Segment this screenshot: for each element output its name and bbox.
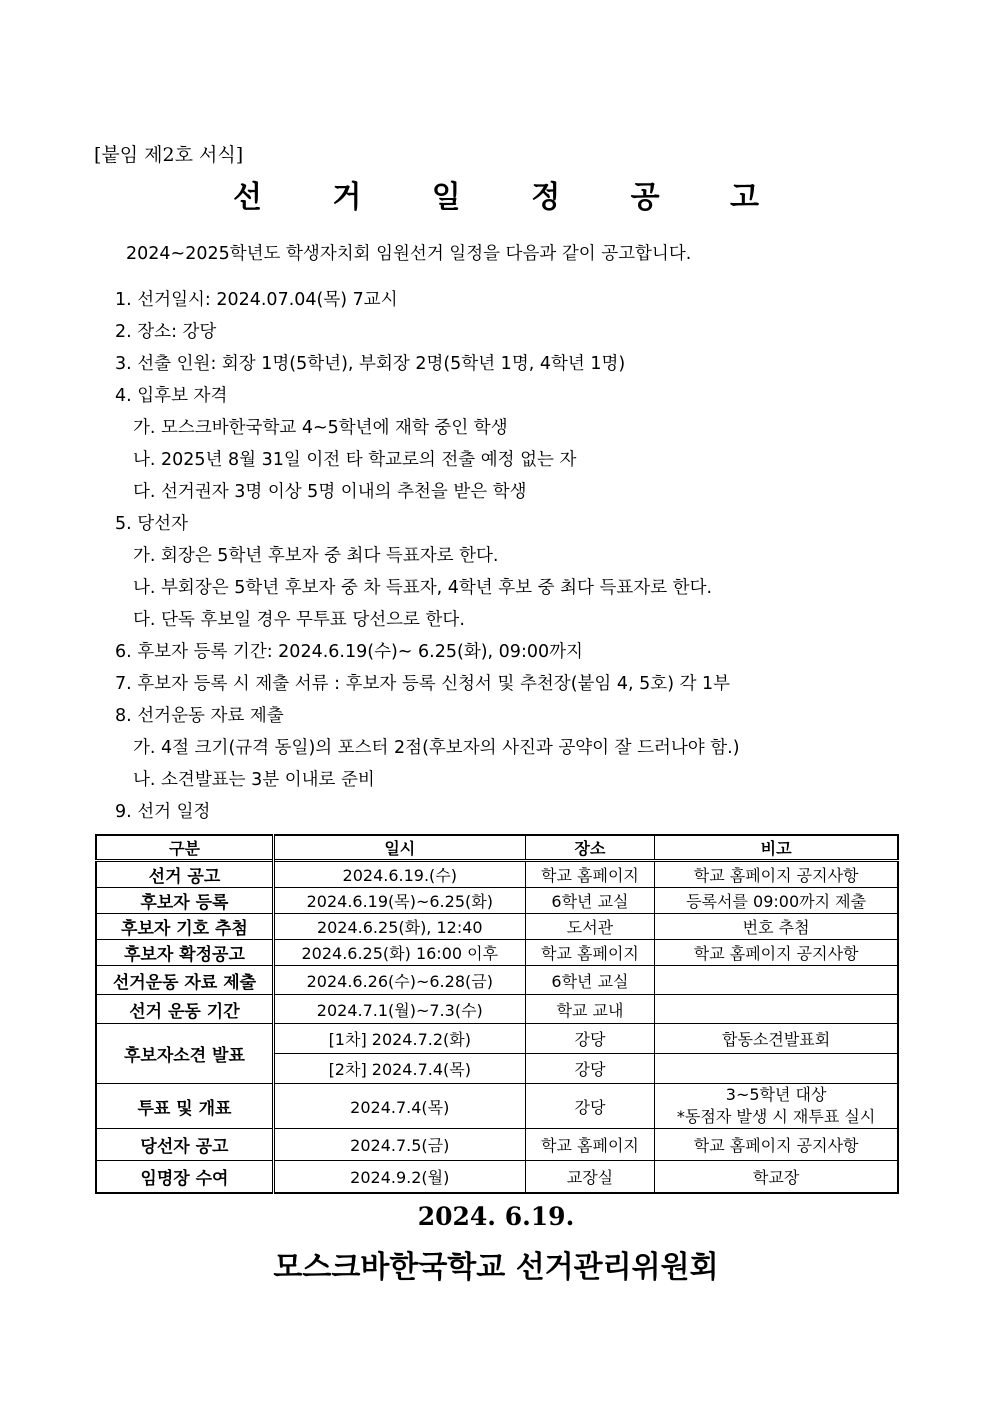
row-place: 6학년 교실 (525, 888, 655, 914)
row-category: 투표 및 개표 (96, 1084, 273, 1129)
row-note (655, 1084, 898, 1129)
row-category: 선거 운동 기간 (96, 995, 273, 1024)
row-datetime: 2024.6.25(화), 12:40 (273, 914, 525, 940)
row-note: 학교 홈페이지 공지사항 (655, 861, 898, 888)
row-datetime: 2024.7.5(금) (273, 1129, 525, 1161)
row-place: 강당 (525, 1054, 655, 1084)
intro-text: 2024~2025학년도 학생자치회 임원선거 일정을 다음과 같이 공고합니다. (126, 244, 692, 264)
row-category: 당선자 공고 (96, 1129, 273, 1161)
row-place: 강당 (525, 1084, 655, 1129)
issue-date: 2024. 6.19. (417, 1202, 575, 1231)
row-datetime: 2024.6.26(수)~6.28(금) (273, 966, 525, 995)
item-5-b: 나. 부회장은 5학년 후보자 중 차 득표자, 4학년 후보 중 최다 득표자로 한다. (133, 578, 713, 598)
table-row (96, 940, 898, 966)
table-row (96, 1084, 898, 1129)
note-line-2: *동점자 발생 시 재투표 실시 (676, 1107, 876, 1126)
item-8: 8. 선거운동 자료 제출 (115, 706, 284, 726)
table-row (96, 1024, 898, 1054)
row-place: 학교 홈페이지 (525, 861, 655, 888)
item-4-b: 나. 2025년 8월 31일 이전 타 학교로의 전출 예정 없는 자 (133, 450, 577, 470)
table-row (96, 914, 898, 940)
header-note: 비고 (655, 835, 898, 861)
row-place: 도서관 (525, 914, 655, 940)
table-row (96, 888, 898, 914)
row-place: 6학년 교실 (525, 966, 655, 995)
row-note (655, 966, 898, 995)
table-header-row (96, 835, 898, 861)
item-2: 2. 장소: 강당 (115, 322, 217, 342)
item-4-a: 가. 모스크바한국학교 4~5학년에 재학 중인 학생 (133, 418, 508, 438)
item-1: 1. 선거일시: 2024.07.04(목) 7교시 (115, 290, 398, 310)
item-8-b: 나. 소견발표는 3분 이내로 준비 (133, 770, 375, 790)
table-row (96, 966, 898, 995)
row-category: 후보자 확정공고 (96, 940, 273, 966)
item-4: 4. 입후보 자격 (115, 386, 228, 406)
item-9: 9. 선거 일정 (115, 802, 211, 822)
issuing-organization: 모스크바한국학교 선거관리위원회 (273, 1250, 719, 1285)
item-7: 7. 후보자 등록 시 제출 서류 : 후보자 등록 신청서 및 추천장(붙임 4, 5호) 각 1부 (115, 674, 731, 694)
header-datetime: 일시 (273, 835, 525, 861)
row-note: 번호 추첨 (655, 914, 898, 940)
row-note (655, 995, 898, 1024)
row-note (655, 1054, 898, 1084)
table-row (96, 861, 898, 888)
notice-items (115, 284, 740, 828)
form-tag: [붙임 제2호 서식] (94, 144, 244, 166)
row-place: 교장실 (525, 1161, 655, 1193)
header-category: 구분 (96, 835, 273, 861)
row-note: 학교 홈페이지 공지사항 (655, 940, 898, 966)
row-datetime: [2차] 2024.7.4(목) (273, 1054, 525, 1084)
item-5-c: 다. 단독 후보일 경우 무투표 당선으로 한다. (133, 610, 465, 630)
header-place: 장소 (525, 835, 655, 861)
item-5: 5. 당선자 (115, 514, 188, 534)
row-datetime: 2024.9.2(월) (273, 1161, 525, 1193)
row-datetime: [1차] 2024.7.2(화) (273, 1024, 525, 1054)
row-datetime: 2024.7.4(목) (273, 1084, 525, 1129)
row-datetime: 2024.6.19(목)~6.25(화) (273, 888, 525, 914)
row-datetime: 2024.6.19.(수) (273, 861, 525, 888)
row-category: 후보자소견 발표 (96, 1024, 273, 1084)
row-place: 학교 홈페이지 (525, 940, 655, 966)
row-category: 임명장 수여 (96, 1161, 273, 1193)
schedule-table (95, 834, 899, 1194)
table-row (96, 1161, 898, 1193)
item-5-a: 가. 회장은 5학년 후보자 중 최다 득표자로 한다. (133, 546, 499, 566)
item-3: 3. 선출 인원: 회장 1명(5학년), 부회장 2명(5학년 1명, 4학년 1명) (115, 354, 626, 374)
note-line-1: 3~5학년 대상 (725, 1085, 827, 1104)
row-place: 학교 교내 (525, 995, 655, 1024)
row-note: 합동소견발표회 (655, 1024, 898, 1054)
row-datetime: 2024.7.1(월)~7.3(수) (273, 995, 525, 1024)
table-row (96, 995, 898, 1024)
row-place: 강당 (525, 1024, 655, 1054)
item-6: 6. 후보자 등록 기간: 2024.6.19(수)~ 6.25(화), 09:00까지 (115, 642, 583, 662)
row-category: 선거 공고 (96, 861, 273, 888)
row-datetime: 2024.6.25(화) 16:00 이후 (273, 940, 525, 966)
row-place: 학교 홈페이지 (525, 1129, 655, 1161)
document-title: 선 거 일 정 공 고 (232, 180, 790, 215)
row-note: 등록서를 09:00까지 제출 (655, 888, 898, 914)
item-8-a: 가. 4절 크기(규격 동일)의 포스터 2점(후보자의 사진과 공약이 잘 드러나야 함.) (133, 738, 740, 758)
row-category: 후보자 등록 (96, 888, 273, 914)
row-note: 학교장 (655, 1161, 898, 1193)
item-4-c: 다. 선거권자 3명 이상 5명 이내의 추천을 받은 학생 (133, 482, 527, 502)
row-note: 학교 홈페이지 공지사항 (655, 1129, 898, 1161)
table-row (96, 1129, 898, 1161)
row-category: 선거운동 자료 제출 (96, 966, 273, 995)
row-category: 후보자 기호 추첨 (96, 914, 273, 940)
